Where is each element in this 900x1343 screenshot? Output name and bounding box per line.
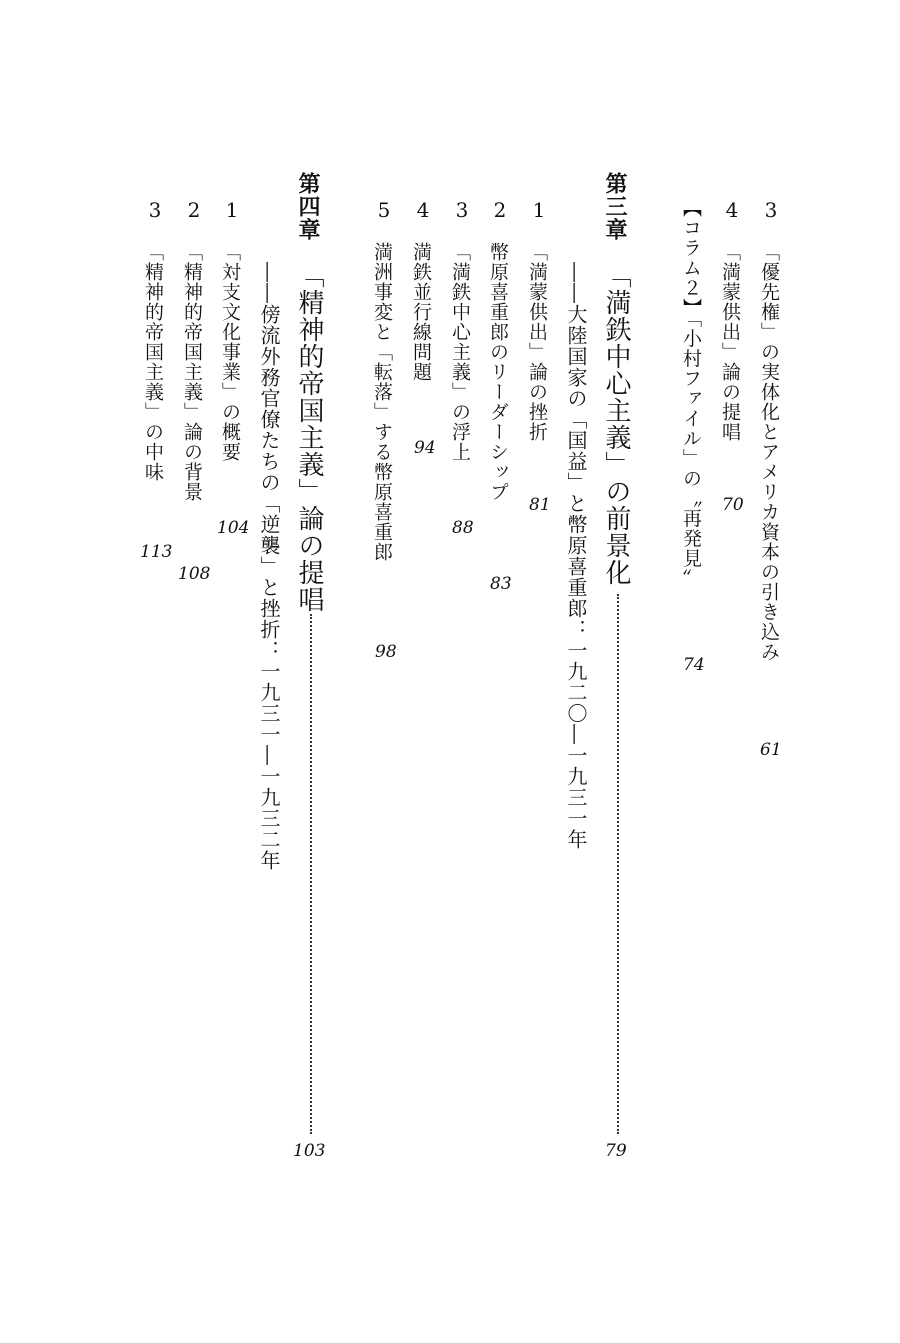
ch3-section-1-page: 81 — [529, 495, 551, 515]
ch4-section-3-number: 3 — [143, 198, 167, 222]
entry-4-text: 「満蒙供出」論の提唱 — [719, 242, 741, 442]
ch3-section-3-text: 「満鉄中心主義」の浮上 — [449, 242, 471, 462]
chapter-3-page: 79 — [605, 1141, 627, 1161]
ch3-section-4-number: 4 — [411, 198, 435, 222]
ch4-section-2-text: 「精神的帝国主義」論の背景 — [181, 242, 203, 502]
ch3-section-3-page: 88 — [452, 518, 474, 538]
chapter-4-title: 「精神的帝国主義」論の提唱 — [294, 262, 324, 613]
chapter-4-label: 第四章 — [295, 172, 321, 241]
ch3-section-1-text: 「満蒙供出」論の挫折 — [526, 242, 548, 442]
entry-3-number: 3 — [759, 198, 783, 222]
column-2-page: 74 — [683, 655, 705, 675]
entry-4-page: 70 — [722, 495, 744, 515]
ch3-section-5-number: 5 — [372, 198, 396, 222]
ch3-section-4-text: 満鉄並行線問題 — [410, 242, 432, 382]
ch4-section-1-number: 1 — [220, 198, 244, 222]
column-2-title: 【コラム２】「小村ファイル」の〝再発見〟 — [680, 198, 702, 589]
ch4-section-1-page: 104 — [217, 518, 250, 538]
ch4-section-1-text: 「対支文化事業」の概要 — [219, 242, 241, 462]
entry-4-number: 4 — [720, 198, 744, 222]
ch3-section-1-number: 1 — [527, 198, 551, 222]
ch4-section-3-page: 113 — [140, 542, 173, 562]
ch3-section-2-number: 2 — [488, 198, 512, 222]
entry-3-text: 「優先権」の実体化とアメリカ資本の引き込み — [758, 242, 780, 662]
chapter-4-leader-dots — [310, 614, 312, 1134]
chapter-3-title: 「満鉄中心主義」の前景化 — [601, 262, 631, 586]
ch3-section-3-number: 3 — [450, 198, 474, 222]
chapter-3-subtitle: ――大陸国家の「国益」と幣原喜重郎：一九二〇―一九三一年 — [564, 262, 588, 850]
chapter-4-page: 103 — [293, 1141, 326, 1161]
chapter-3-leader-dots — [617, 594, 619, 1134]
ch3-section-2-text: 幣原喜重郎のリーダーシップ — [487, 242, 509, 502]
chapter-4-subtitle: ――傍流外務官僚たちの「逆襲」と挫折：一九三一―一九三二年 — [257, 262, 281, 871]
ch3-section-4-page: 94 — [414, 438, 436, 458]
chapter-3-label: 第三章 — [602, 172, 628, 241]
ch3-section-2-page: 83 — [490, 574, 512, 594]
ch4-section-2-number: 2 — [182, 198, 206, 222]
ch4-section-3-text: 「精神的帝国主義」の中味 — [142, 242, 164, 482]
entry-3-page: 61 — [760, 740, 782, 760]
ch3-section-5-text: 満洲事変と「転落」する幣原喜重郎 — [371, 242, 393, 562]
ch4-section-2-page: 108 — [178, 564, 211, 584]
ch3-section-5-page: 98 — [375, 642, 397, 662]
